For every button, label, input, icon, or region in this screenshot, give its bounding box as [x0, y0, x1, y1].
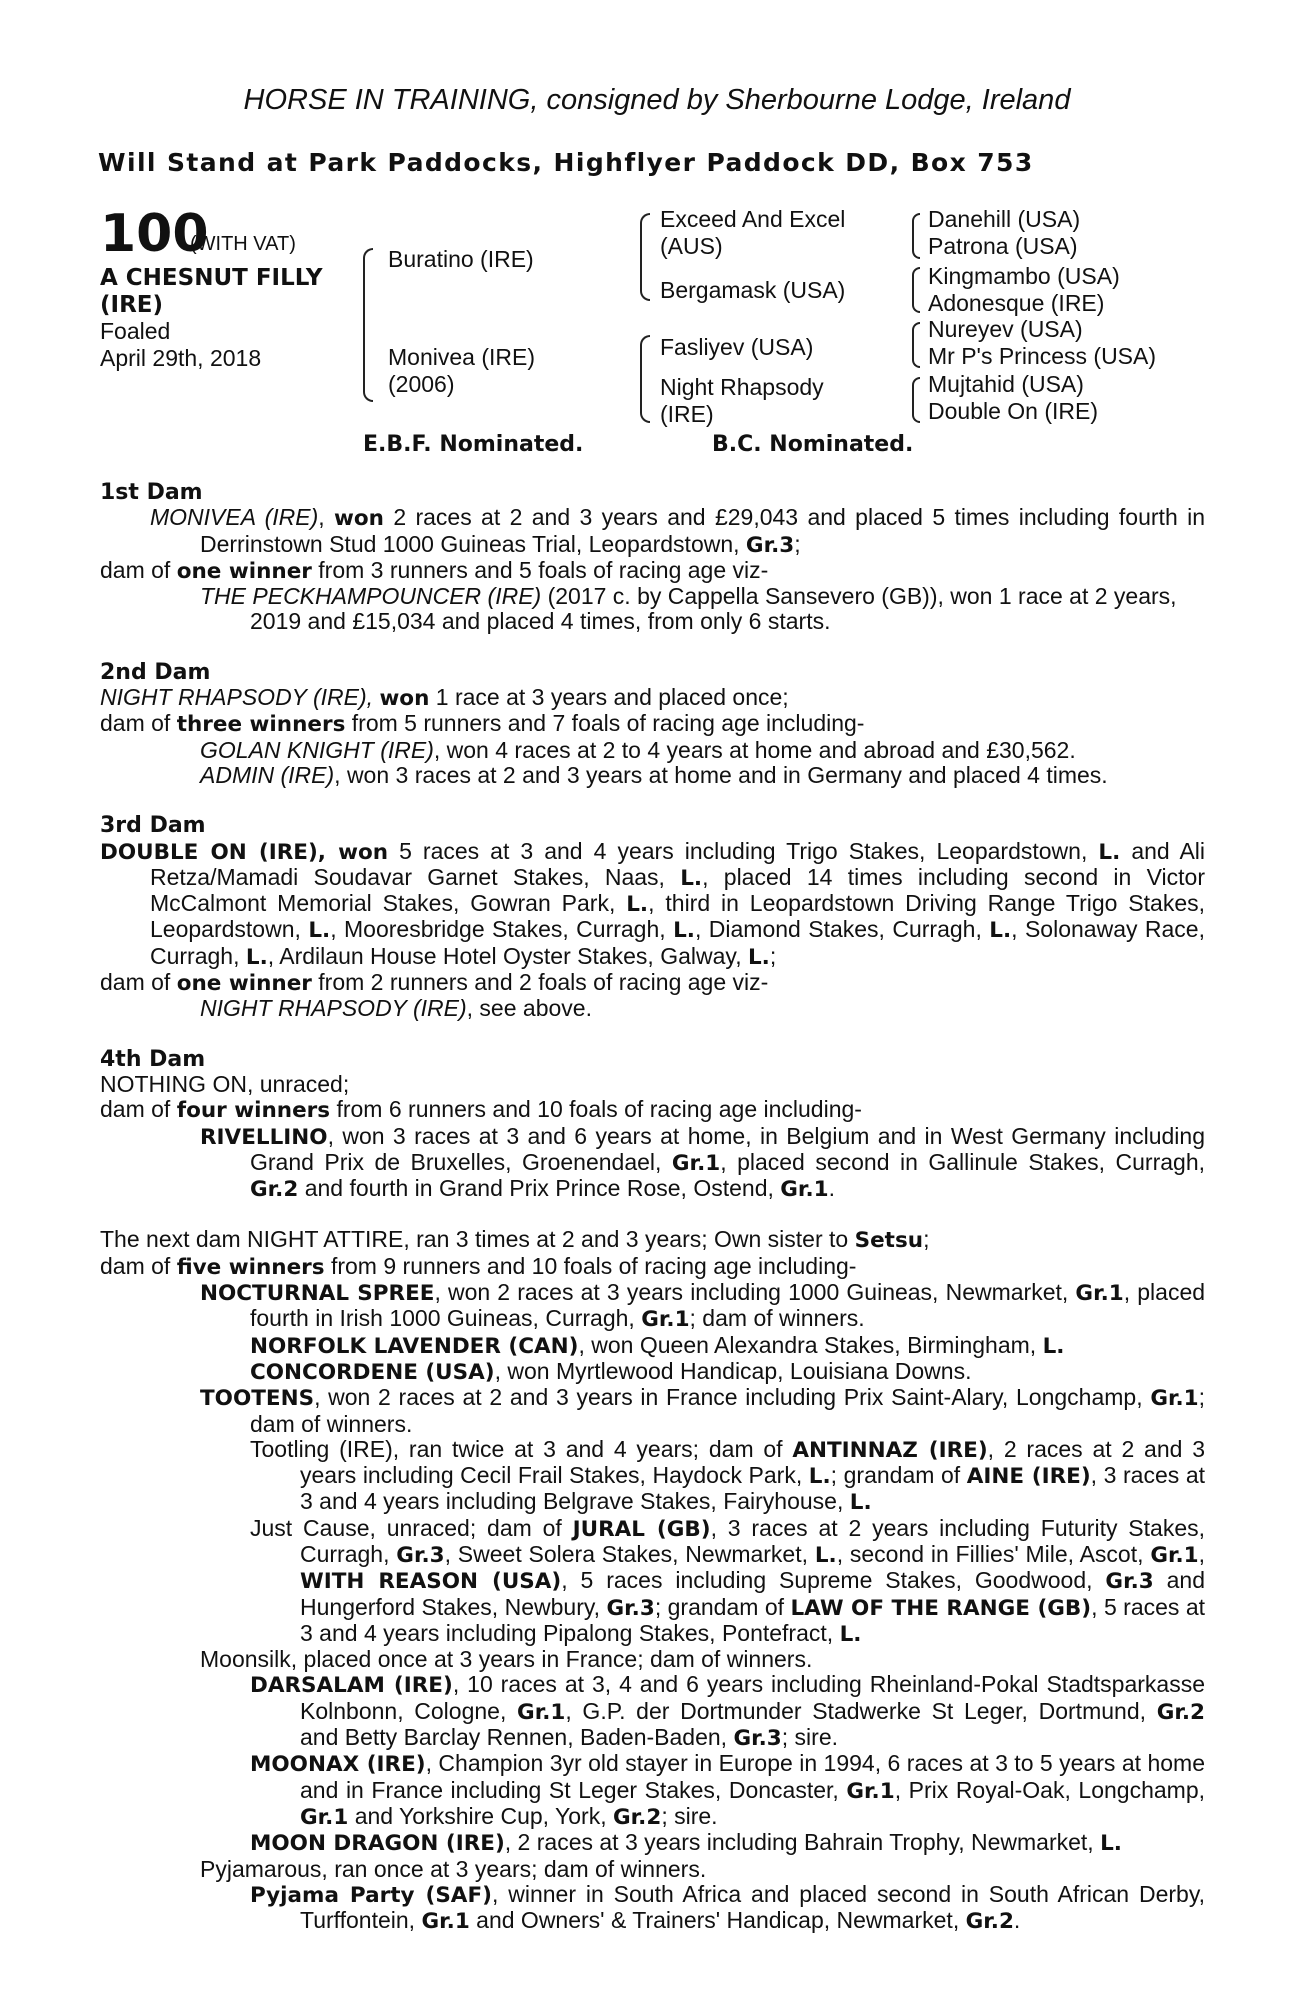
foaled-info [100, 318, 261, 372]
foaled-label: Foaled [100, 318, 171, 344]
brace-g4 [912, 377, 920, 423]
third-dam-section [100, 813, 1205, 1021]
produce-entry: THE PECKHAMPOUNCER (IRE) (2017 c. by Cappella Sansevero (GB)), won 1 race at 2 years, 2019 and £15,034 and placed 4 times, from only 6 starts. [200, 583, 1177, 635]
bc-nominated: B.C. Nominated. [712, 432, 914, 457]
produce-entry: NOCTURNAL SPREE, won 2 races at 3 years including 1000 Guineas, Newmarket, Gr.1, placed fourth in Irish 1000 Guineas, Curragh, Gr.1; dam of winners. [200, 1279, 1206, 1333]
dam-produce-line: dam of one winner from 3 runners and 5 foals of racing age viz- [100, 556, 769, 584]
sire-name: Buratino (IRE) [388, 246, 534, 272]
produce-entry: RIVELLINO, won 3 races at 3 and 6 years at home, in Belgium and in West Germany including Grand Prix de Bruxelles, Groenendael, Gr.1, placed second in Gallinule Stakes, Curragh, Gr.2 and fourth in Grand Prix Prince Rose, Ostend, Gr.1. [200, 1122, 1205, 1203]
brace-g1 [912, 213, 920, 259]
produce-entry: NORFOLK LAVENDER (CAN), won Queen Alexandra Stakes, Birmingham, L. [250, 1331, 1065, 1359]
next-dam-section [100, 1227, 1205, 1934]
stand-location: Will Stand at Park Paddocks, Highflyer Paddock DD, Box 753 [98, 148, 1034, 177]
produce-entry: CONCORDENE (USA), won Myrtlewood Handicap, Louisiana Downs. [250, 1357, 972, 1385]
next-dam-line: The next dam NIGHT ATTIRE, ran 3 times at 2 and 3 years; Own sister to Setsu; [100, 1226, 930, 1254]
brace-sire [640, 213, 650, 301]
dam-record-line: NOTHING ON, unraced; [100, 1070, 350, 1097]
produce-entry: NIGHT RHAPSODY (IRE), see above. [200, 995, 592, 1022]
produce-entry: MOONAX (IRE), Champion 3yr old stayer in Europe in 1994, 6 races at 3 to 5 years at home and in France including St Leger Stakes, Doncaster, Gr.1, Prix Royal-Oak, Longchamp, Gr.1 and Yorkshire Cup, York, Gr.2; sire. [250, 1750, 1206, 1830]
section-heading: 3rd Dam [100, 813, 206, 839]
second-dam-section [100, 660, 1205, 788]
lot-number: 100 [100, 204, 209, 264]
ancestor-8: Double On (IRE) [928, 398, 1099, 424]
produce-entry: ADMIN (IRE), won 3 races at 2 and 3 years at home and in Germany and placed 4 times. [200, 761, 1108, 788]
ancestor-7: Mujtahid (USA) [928, 371, 1084, 397]
dam-produce-line: dam of one winner from 2 runners and 2 foals of racing age viz- [100, 969, 769, 997]
ancestor-1: Danehill (USA) [928, 206, 1081, 232]
dam-sire: Fasliyev (USA) [660, 334, 814, 360]
section-heading: 1st Dam [100, 480, 203, 505]
produce-entry: Moonsilk, placed once at 3 years in France; dam of winners. [200, 1646, 813, 1673]
foaled-date: April 29th, 2018 [100, 345, 262, 371]
produce-entry: DARSALAM (IRE), 10 races at 3, 4 and 6 years including Rheinland-Pokal Stadtsparkasse Kolnbonn, Cologne, Gr.1, G.P. der Dortmunder Stadwerke St Leger, Dortmund, Gr.2 and Betty Barclay Rennen, Baden-Baden, Gr.3; sire. [250, 1671, 1205, 1752]
page-title: HORSE IN TRAINING, consigned by Sherbourne Lodge, Ireland [243, 84, 1071, 116]
dam-produce-line: dam of three winners from 5 runners and 7 foals of racing age including- [100, 710, 865, 738]
ancestor-2: Patrona (USA) [928, 233, 1078, 259]
dam-year: (2006) [388, 371, 455, 397]
dam-records [100, 480, 1205, 1934]
fourth-dam-section [100, 1047, 1205, 1203]
produce-entry: Tootling (IRE), ran twice at 3 and 4 years; dam of ANTINNAZ (IRE), 2 races at 2 and 3 years including Cecil Frail Stakes, Haydock Park, L.; grandam of AINE (IRE), 3 races at 3 and 4 years including Belgrave Stakes, Fairyhouse, L. [250, 1435, 1205, 1516]
produce-entry: TOOTENS, won 2 races at 2 and 3 years in France including Prix Saint-Alary, Longchamp, Gr.1; dam of winners. [200, 1384, 1206, 1437]
dam-produce-line: dam of four winners from 6 runners and 10 foals of racing age including- [100, 1096, 862, 1124]
dam-record-line: DOUBLE ON (IRE), won 5 races at 3 and 4 years including Trigo Stakes, Leopardstown, L. and Ali Retza/Mamadi Soudavar Garnet Stakes, Naas, L., placed 14 times including second in Victor McCalmont Memorial Stakes, Gowran Park, L., third in Leopardstown Driving Range Trigo Stakes, Leopardstown, L., Mooresbridge Stakes, Curragh, L., Diamond Stakes, Curragh, L., Solonaway Race, Curragh, L., Ardilaun House Hotel Oyster Stakes, Galway, L.; [100, 837, 1206, 970]
dam-record-line: MONIVEA (IRE), won 2 races at 2 and 3 years and £29,043 and placed 5 times including fourth in Derrinstown Stud 1000 Guineas Trial, Leopardstown, Gr.3; [150, 504, 1205, 558]
ancestor-3: Kingmambo (USA) [928, 263, 1120, 289]
produce-entry: Just Cause, unraced; dam of JURAL (GB), 3 races at 2 years including Futurity Stakes, Curragh, Gr.3, Sweet Solera Stakes, Newmarket, L., second in Fillies' Mile, Ascot, Gr.1, WITH REASON (USA), 5 races including Supreme Stakes, Goodwood, Gr.3 and Hungerford Stakes, Newbury, Gr.3; grandam of LAW OF THE RANGE (GB), 5 races at 3 and 4 years including Pipalong Stakes, Pontefract, L. [250, 1514, 1206, 1647]
brace-g3 [912, 322, 920, 368]
section-heading: 4th Dam [100, 1046, 206, 1072]
section-heading: 2nd Dam [100, 659, 211, 685]
dam-name: Monivea (IRE) [388, 344, 535, 370]
ancestor-5: Nureyev (USA) [928, 316, 1083, 342]
vat-note: (WITH VAT) [190, 233, 296, 255]
brace-g2 [912, 267, 920, 313]
dam-produce-line: dam of five winners from 9 runners and 10 foals of racing age including- [100, 1252, 857, 1280]
first-dam-section [100, 480, 1205, 635]
dam-record-line: NIGHT RHAPSODY (IRE), won 1 race at 3 years and placed once; [100, 684, 789, 712]
dam-dam: Night Rhapsody [660, 374, 824, 400]
ancestor-4: Adonesque (IRE) [928, 290, 1105, 316]
produce-entry: MOON DRAGON (IRE), 2 races at 3 years including Bahrain Trophy, Newmarket, L. [250, 1829, 1122, 1857]
lot-description: A CHESNUT FILLY (IRE) [100, 265, 323, 318]
brace-dam [640, 335, 650, 423]
sire-sire-suffix: (AUS) [660, 233, 723, 259]
sire-sire: Exceed And Excel [660, 206, 846, 232]
brace-main [363, 248, 373, 402]
sire-dam: Bergamask (USA) [660, 277, 846, 303]
dam-dam-suffix: (IRE) [660, 401, 714, 427]
ebf-nominated: E.B.F. Nominated. [363, 432, 584, 457]
produce-entry: Pyjamarous, ran once at 3 years; dam of winners. [200, 1855, 707, 1882]
produce-entry: Pyjama Party (SAF), winner in South Africa and placed second in South African Derby, Turffontein, Gr.1 and Owners' & Trainers' Handicap, Newmarket, Gr.2. [250, 1880, 1205, 1935]
produce-entry: GOLAN KNIGHT (IRE), won 4 races at 2 to 4 years at home and abroad and £30,562. [200, 736, 1076, 763]
ancestor-6: Mr P's Princess (USA) [928, 343, 1157, 369]
